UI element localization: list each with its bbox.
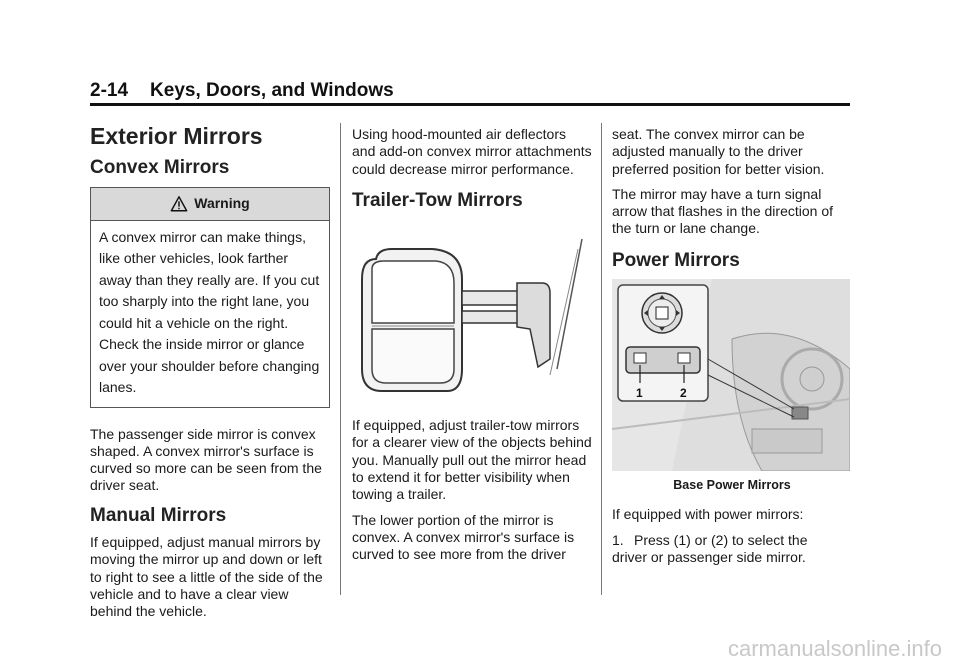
column-divider-2 xyxy=(601,123,602,595)
power-mirror-control-illustration xyxy=(612,279,850,471)
column-2 xyxy=(352,126,592,572)
warning-label: Warning xyxy=(194,194,250,211)
warning-text: A convex mirror can make things, like other vehicles, look farther away than they really are. If you cut too sharply into the right lane, you could hit a vehicle on the right. Check the inside mirror or glance over your shoulder before changing lanes. xyxy=(99,228,320,396)
header-rule xyxy=(90,103,850,106)
power-mirror-intro: If equipped with power mirrors: xyxy=(612,506,804,523)
step-text-line-1: Press (1) or (2) to select the xyxy=(634,531,808,548)
page-number: 2-14 xyxy=(90,80,129,101)
step-1 xyxy=(612,532,852,549)
convex-mirror-text: The passenger side mirror is convex shaped. A convex mirror's surface is curved so more can be seen from the driver seat. xyxy=(90,425,322,494)
trailer-tow-mirror-illustration xyxy=(352,219,592,409)
page-header xyxy=(90,80,394,102)
trailer-tow-heading: Trailer-Tow Mirrors xyxy=(352,189,523,211)
step-number: 1. xyxy=(612,531,624,548)
deflector-note-text: Using hood-mounted air deflectors and add-on convex mirror attachments could decrease mirror performance. xyxy=(352,126,592,177)
step-text-line-2: driver or passenger side mirror. xyxy=(612,548,806,565)
warning-header xyxy=(91,188,329,221)
trailer-tow-text-2: The lower portion of the mirror is convex. A convex mirror's surface is curved to see more from the driver xyxy=(352,511,575,563)
column-3 xyxy=(612,126,852,566)
warning-box xyxy=(90,187,330,408)
manual-mirrors-heading: Manual Mirrors xyxy=(90,504,227,526)
watermark: carmanualsonline.info xyxy=(727,636,942,661)
figure-caption: Base Power Mirrors xyxy=(673,478,791,493)
convex-mirrors-heading: Convex Mirrors xyxy=(90,157,230,179)
section-title: Keys, Doors, and Windows xyxy=(150,80,394,101)
column-1 xyxy=(90,123,330,629)
column-divider-1 xyxy=(340,123,341,595)
trailer-tow-text-1: If equipped, adjust trailer-tow mirrors for a clearer view of the objects behind you. Manually pull out the mirror head to extend it for better visibility when towing a trailer. xyxy=(352,417,592,503)
manual-mirror-text: If equipped, adjust manual mirrors by moving the mirror up and down or left to right to see a little of the side of the vehicle and to have a clear view behind the vehicle. xyxy=(90,534,323,620)
warning-icon xyxy=(170,195,188,213)
power-mirrors-heading: Power Mirrors xyxy=(612,249,740,271)
convex-adjust-text: seat. The convex mirror can be adjusted manually to the driver preferred position for better vision. xyxy=(612,126,825,177)
callout-label-1: 1 xyxy=(636,386,643,401)
page-title: Exterior Mirrors xyxy=(90,123,263,149)
callout-label-2: 2 xyxy=(680,386,687,401)
turn-signal-text: The mirror may have a turn signal arrow that flashes in the direction of the turn or lane change. xyxy=(612,185,834,237)
